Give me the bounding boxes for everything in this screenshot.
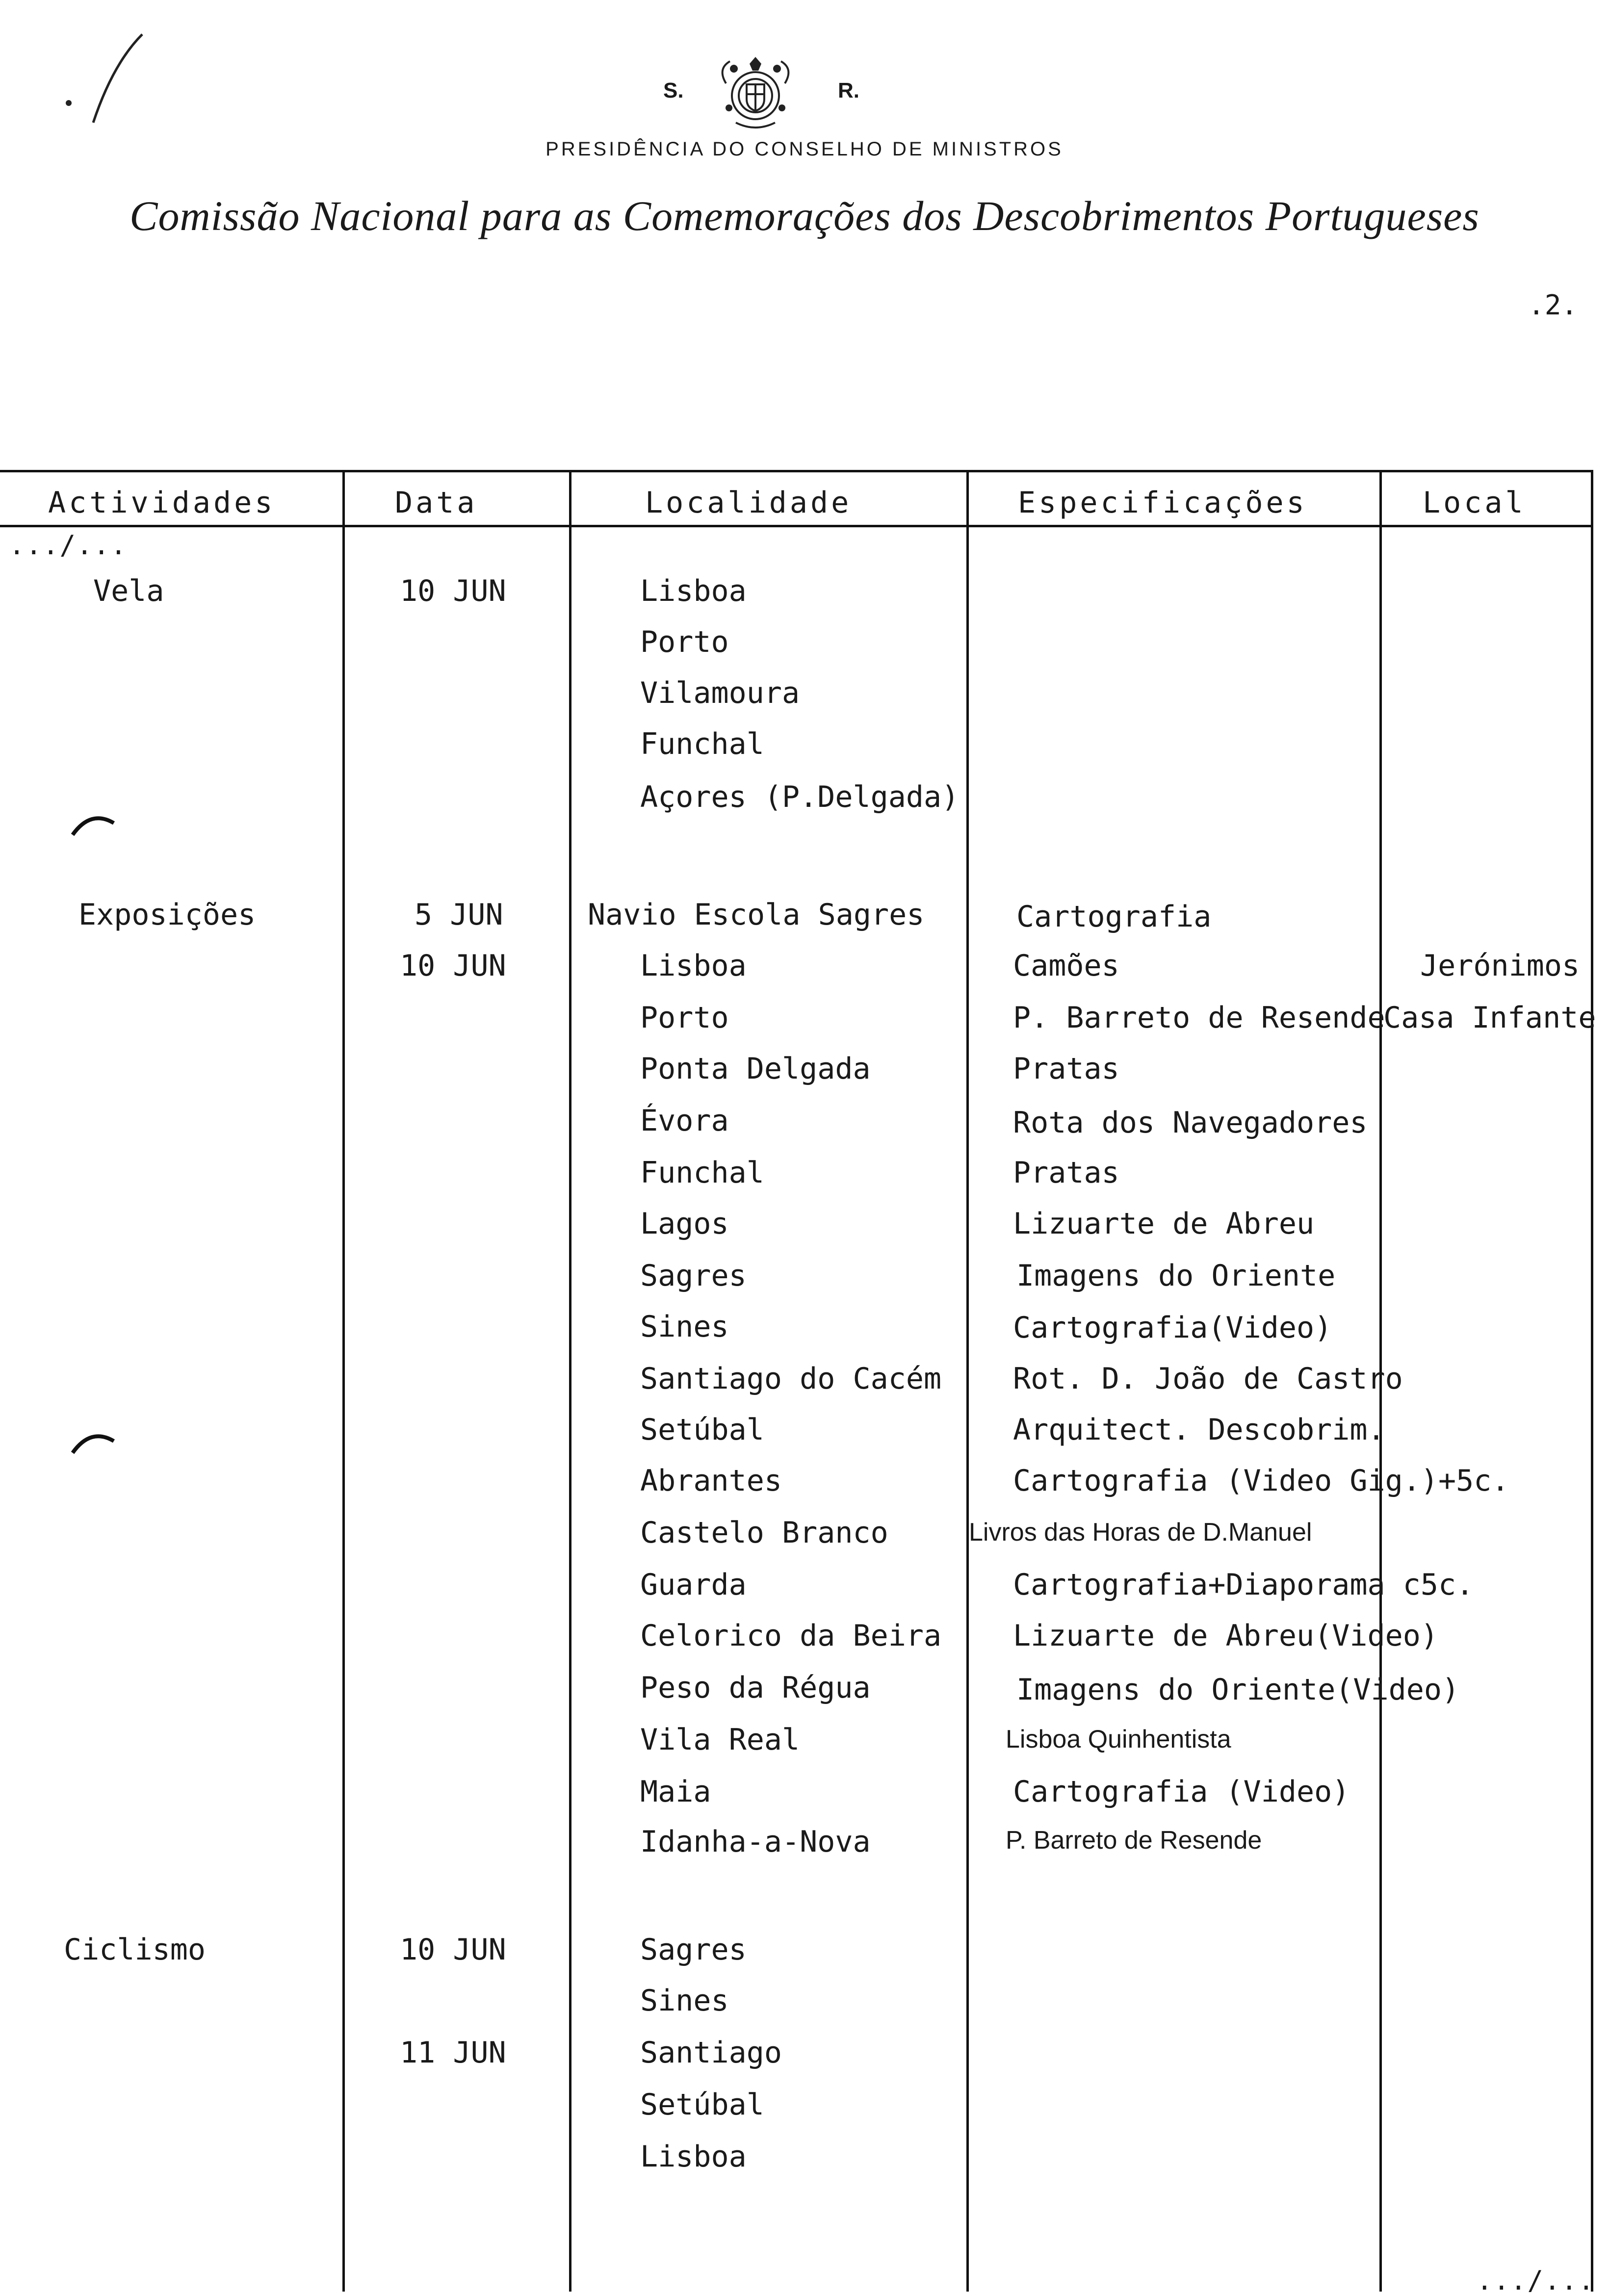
date-ciclismo-1: 10 JUN: [400, 1933, 506, 1967]
header-local: Local: [1423, 486, 1526, 520]
place-vela-5: Açores (P.Delgada): [640, 780, 960, 814]
place-expo-12: Abrantes: [640, 1464, 782, 1498]
place-expo-13: Castelo Branco: [640, 1516, 888, 1550]
spec-expo-8: Imagens do Oriente: [1016, 1259, 1336, 1293]
place-vela-3: Vilamoura: [640, 676, 800, 710]
date-vela: 10 JUN: [400, 574, 506, 608]
place-expo-19: Idanha-a-Nova: [640, 1825, 871, 1859]
commission-title: Comissão Nacional para as Comemorações dos Descobrimentos Portugueses: [130, 192, 1479, 239]
spec-expo-16: Imagens do Oriente(Video): [1016, 1673, 1460, 1707]
activity-vela: Vela: [93, 574, 164, 608]
place-expo-16: Peso da Régua: [640, 1671, 871, 1705]
place-expo-18: Maia: [640, 1775, 711, 1809]
activity-ciclismo: Ciclismo: [64, 1933, 206, 1967]
place-expo-8: Sagres: [640, 1259, 747, 1293]
place-expo-9: Sines: [640, 1310, 729, 1344]
header-data: Data: [395, 486, 478, 520]
spec-expo-12: Cartografia (Video Gig.)+5c.: [1013, 1464, 1509, 1498]
coat-of-arms-emblem: [706, 54, 804, 132]
spec-expo-15: Lizuarte de Abreu(Video): [1013, 1619, 1438, 1653]
place-expo-6: Funchal: [640, 1156, 764, 1190]
continued-on-next: .../...: [1477, 2265, 1595, 2296]
spec-expo-18: Cartografia (Video): [1013, 1775, 1350, 1809]
place-ciclismo-1: Sagres: [640, 1933, 747, 1967]
place-expo-4: Ponta Delgada: [640, 1052, 871, 1086]
column-divider-especificacoes: [966, 470, 969, 2292]
spec-expo-4: Pratas: [1013, 1052, 1119, 1086]
spec-expo-7: Lizuarte de Abreu: [1013, 1207, 1315, 1241]
handwritten-slash-mark: [59, 25, 157, 152]
place-vela-1: Lisboa: [640, 574, 747, 608]
place-expo-1: Navio Escola Sagres: [588, 898, 925, 932]
header-actividades: Actividades: [48, 486, 276, 520]
spec-expo-5: Rota dos Navegadores: [1013, 1106, 1368, 1140]
place-vela-2: Porto: [640, 625, 729, 659]
presidency-title: PRESIDÊNCIA DO CONSELHO DE MINISTROS: [545, 138, 1064, 160]
date-exposicoes-2: 10 JUN: [400, 949, 506, 983]
spec-expo-13: Livros das Horas de D.Manuel: [969, 1518, 1312, 1547]
activity-exposicoes: Exposições: [78, 898, 256, 932]
spec-expo-1: Cartografia: [1016, 900, 1212, 934]
date-exposicoes-1: 5 JUN: [415, 898, 503, 932]
place-expo-2: Lisboa: [640, 949, 747, 983]
spec-expo-19: P. Barreto de Resende: [1006, 1826, 1262, 1855]
spec-expo-17: Lisboa Quinhentista: [1006, 1725, 1231, 1754]
column-divider-localidade: [569, 470, 571, 2292]
place-expo-17: Vila Real: [640, 1723, 800, 1757]
header-localidade: Localidade: [645, 486, 852, 520]
place-vela-4: Funchal: [640, 727, 764, 761]
table-top-rule: [0, 470, 1593, 472]
spec-expo-10: Rot. D. João de Castro: [1013, 1362, 1403, 1396]
letterhead-r: R.: [838, 78, 859, 103]
spec-expo-2: Camões: [1013, 949, 1119, 983]
spec-expo-9: Cartografia(Video): [1013, 1311, 1332, 1345]
place-expo-11: Setúbal: [640, 1413, 764, 1447]
continued-from-previous: .../...: [9, 530, 128, 561]
table-right-rule: [1591, 470, 1593, 2292]
letterhead-s: S.: [663, 78, 684, 103]
column-divider-data: [342, 470, 345, 2292]
place-expo-10: Santiago do Cacém: [640, 1362, 942, 1396]
place-expo-5: Évora: [640, 1104, 729, 1138]
place-expo-15: Celorico da Beira: [640, 1619, 942, 1653]
local-expo-3: Casa Infante: [1383, 1001, 1596, 1035]
place-ciclismo-5: Lisboa: [640, 2140, 747, 2174]
place-expo-3: Porto: [640, 1001, 729, 1035]
place-ciclismo-4: Setúbal: [640, 2088, 764, 2122]
place-expo-7: Lagos: [640, 1207, 729, 1241]
spec-expo-3: P. Barreto de Resende: [1013, 1001, 1385, 1035]
page-number: .2.: [1528, 289, 1578, 321]
table-header-rule: [0, 525, 1593, 527]
date-ciclismo-2: 11 JUN: [400, 2036, 506, 2070]
local-expo-2: Jerónimos: [1420, 949, 1580, 983]
spec-expo-6: Pratas: [1013, 1156, 1119, 1190]
place-expo-14: Guarda: [640, 1568, 747, 1602]
place-ciclismo-3: Santiago: [640, 2036, 782, 2070]
header-especificacoes: Especificações: [1018, 486, 1307, 520]
spec-expo-14: Cartografia+Diaporama c5c.: [1013, 1568, 1474, 1602]
place-ciclismo-2: Sines: [640, 1984, 729, 2018]
spec-expo-11: Arquitect. Descobrim.: [1013, 1413, 1385, 1447]
